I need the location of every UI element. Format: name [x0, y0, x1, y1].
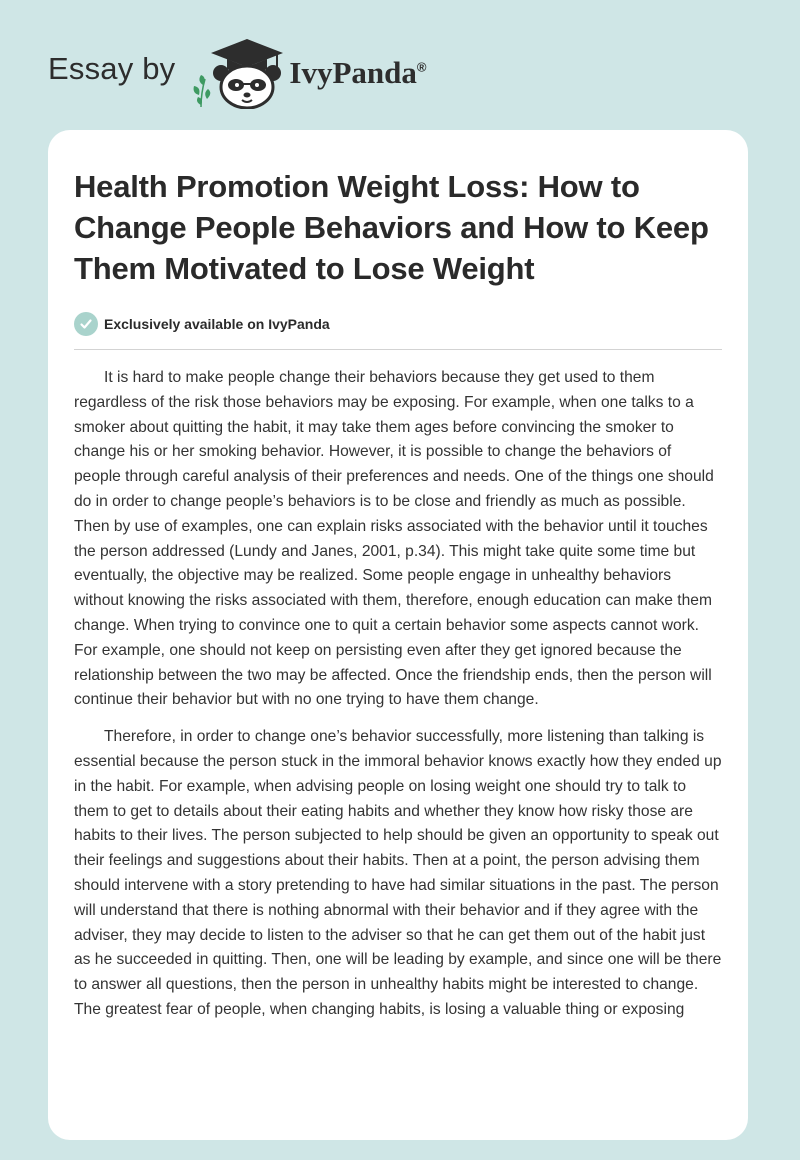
exclusive-label: Exclusively available on IvyPanda	[104, 316, 330, 332]
divider	[74, 349, 722, 350]
brand-name[interactable]	[289, 55, 426, 91]
site-header	[48, 34, 426, 110]
check-icon	[74, 312, 98, 336]
exclusive-badge	[74, 311, 722, 337]
essay-card	[48, 130, 748, 1140]
brand-name-text: IvyPanda	[289, 55, 417, 90]
essay-paragraph: It is hard to make people change their behaviors because they get used to them regardless of the risk those behaviors may be exposing. For example, when one talks to a smoker about quitting the habit, it may take them ages before convincing the smoker to change his or her smoking behavior. However, it is possible to change the behaviors of people through careful analysis of their preferences and needs. One of the things one should do in order to change people’s behaviors is to be close and friendly as much as possible. Then by use of examples, one can explain risks associated with the behavior until it touches the person addressed (Lundy and Janes, 2001, p.34). This might take quite some time but eventually, the objective may be realized. Some people engage in unhealthy behaviors without knowing the risks associated with them, therefore, enough education can make them change. When trying to convince one to quit a certain behavior some aspects cannot work. For example, one should not keep on persisting even after they get ignored because the relationship between the two may be affected. Once the friendship ends, then the person will continue their behavior but with no one trying to have them change.	[74, 369, 714, 709]
panda-graduate-icon[interactable]	[189, 35, 285, 109]
brand-registered-mark: ®	[416, 59, 427, 75]
essay-by-label: Essay by	[48, 51, 176, 86]
essay-title: Health Promotion Weight Loss: How to Change People Behaviors and How to Keep Them Motivated to Lose Weight	[74, 169, 709, 286]
essay-paragraph: Therefore, in order to change one’s behavior successfully, more listening than talking is essential because the person stuck in the immoral behavior knows exactly how they ended up in the habit. For example, when advising people on losing weight one should try to talk to them to get to details about their eating habits and whether they know how risky those are habits to their lives. The person subjected to help should be given an opportunity to speak out their feelings and suggestions about their habits. Then at a point, the person advising them should intervene with a story pretending to have had similar situations in the past. The person will understand that there is nothing abnormal with their behavior and if they agree with the adviser, they may decide to listen to the adviser so that he can get them out of the habit just as he succeeded in quitting. Then, one will be leading by example, and since one will be there to answer all questions, then the person in unhealthy habits might be interested to change. The greatest fear of people, when changing habits, is losing a valuable thing or exposing	[74, 728, 722, 1018]
